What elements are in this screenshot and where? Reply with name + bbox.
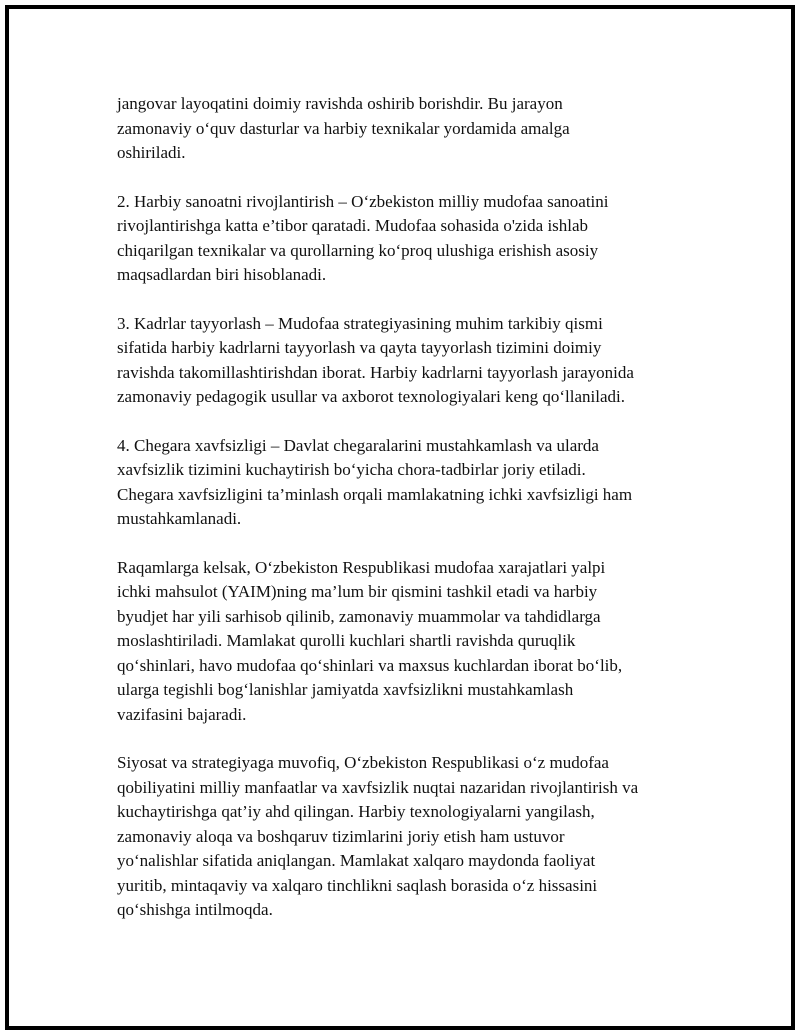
paragraph-2: [117, 190, 697, 288]
text-line: yuritib, mintaqaviy va xalqaro tinchlikni saqlash borasida o‘z hissasini: [117, 875, 598, 895]
text-line: maqsadlardan biri hisoblanadi.: [117, 265, 327, 284]
text-line: moslashtiriladi. Mamlakat qurolli kuchlari shartli ravishda quruqlik: [117, 631, 576, 650]
text-line: ularga tegishli bog‘lanishlar jamiyatda xavfsizlikni mustahkamlash: [117, 680, 574, 699]
text-line: Siyosat va strategiyaga muvofiq, O‘zbekiston Respublikasi o‘z mudofaa: [117, 753, 609, 772]
text-line: ichki mahsulot (YAIM)ning ma’lum bir qismini tashkil etadi va harbiy: [117, 582, 598, 601]
text-line: sifatida harbiy kadrlarni tayyorlash va qayta tayyorlash tizimini doimiy: [117, 338, 602, 357]
text-line: zamonaviy pedagogik usullar va axborot texnologiyalari keng qo‘llaniladi.: [117, 387, 625, 406]
text-line: rivojlantirishga katta e’tibor qaratadi. Mudofaa sohasida o'zida ishlab: [117, 216, 589, 235]
text-line: oshiriladi.: [117, 143, 186, 162]
paragraph-4: [117, 434, 697, 532]
text-line: kuchaytirishga qat’iy ahd qilingan. Harbiy texnologiyalarni yangilash,: [117, 802, 595, 821]
text-line: 2. Harbiy sanoatni rivojlantirish – O‘zbekiston milliy mudofaa sanoatini: [117, 191, 609, 211]
text-line: zamonaviy aloqa va boshqaruv tizimlarini joriy etish ham ustuvor: [117, 826, 565, 846]
text-line: jangovar layoqatini doimiy ravishda oshirib borishdir. Bu jarayon: [117, 94, 563, 113]
text-line: chiqarilgan texnikalar va qurollarning ko‘proq ulushiga erishish asosiy: [117, 240, 599, 260]
paragraph-5: [117, 556, 697, 728]
text-line: byudjet har yili sarhisob qilinib, zamonaviy muammolar va tahdidlarga: [117, 606, 601, 626]
text-line: 3. Kadrlar tayyorlash – Mudofaa strategiyasining muhim tarkibiy qismi: [117, 313, 603, 333]
text-line: Raqamlarga kelsak, O‘zbekiston Respublikasi mudofaa xarajatlari yalpi: [117, 557, 606, 577]
text-line: zamonaviy o‘quv dasturlar va harbiy texnikalar yordamida amalga: [117, 118, 570, 138]
text-line: qo‘shishga intilmoqda.: [117, 900, 273, 919]
paragraph-1: [117, 92, 697, 166]
paragraph-6: [117, 751, 697, 923]
document-body: [117, 92, 697, 947]
text-line: ravishda takomillashtirishdan iborat. Harbiy kadrlarni tayyorlash jarayonida: [117, 362, 634, 382]
text-line: qo‘shinlari, havo mudofaa qo‘shinlari va maxsus kuchlardan iborat bo‘lib,: [117, 655, 623, 675]
text-line: yo‘nalishlar sifatida aniqlangan. Mamlakat xalqaro maydonda faoliyat: [117, 851, 596, 870]
text-line: qobiliyatini milliy manfaatlar va xavfsizlik nuqtai nazaridan rivojlantirish va: [117, 777, 639, 797]
text-line: Chegara xavfsizligini ta’minlash orqali mamlakatning ichki xavfsizligi ham: [117, 484, 633, 504]
paragraph-3: [117, 312, 697, 410]
text-line: mustahkamlanadi.: [117, 509, 242, 528]
text-line: 4. Chegara xavfsizligi – Davlat chegaralarini mustahkamlash va ularda: [117, 435, 599, 455]
text-line: vazifasini bajaradi.: [117, 704, 247, 724]
text-line: xavfsizlik tizimini kuchaytirish bo‘yicha chora-tadbirlar joriy etiladi.: [117, 460, 586, 479]
